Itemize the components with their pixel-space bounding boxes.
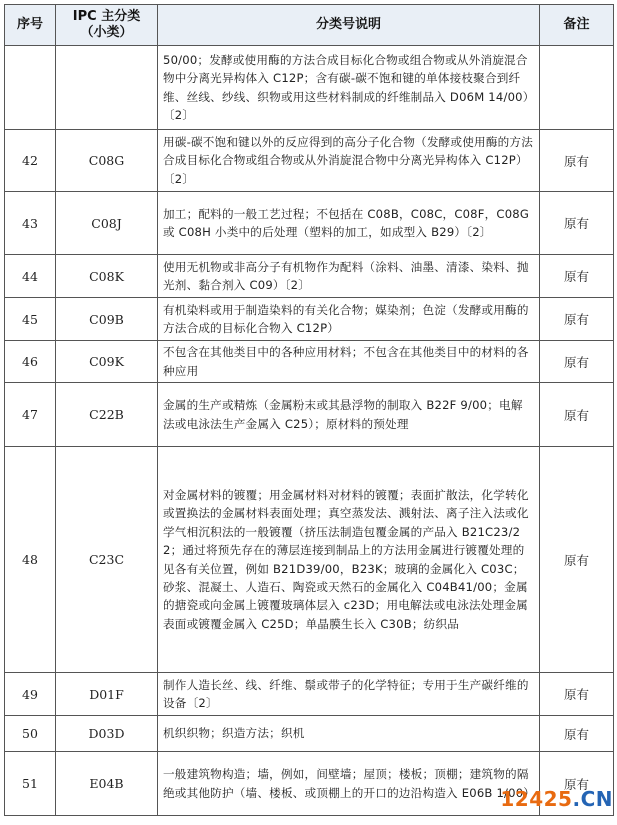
table-row [5, 255, 614, 298]
row-no: 42 [5, 130, 56, 192]
header-note: 备注 [540, 5, 614, 46]
header-ipc [56, 5, 158, 46]
row-ipc: C08G [56, 130, 158, 192]
row-no: 47 [5, 383, 56, 447]
table-row [5, 673, 614, 716]
row-no: 51 [5, 752, 56, 816]
row-no: 44 [5, 255, 56, 298]
table-row [5, 447, 614, 673]
row-desc: 50/00；发酵或使用酶的方法合成目标化合物或组合物或从外消旋混合物中分离光异构体入 C12P；含有碳-碳不饱和键的单体接枝聚合到纤维、丝线、纱线、织物或用这些材料制成的纤维制品入 D06M 14/00）〔2〕 [158, 46, 540, 130]
row-no: 49 [5, 673, 56, 716]
table-header-row [5, 5, 614, 46]
watermark-dot: . [572, 787, 581, 811]
row-ipc: C22B [56, 383, 158, 447]
header-desc: 分类号说明 [158, 5, 540, 46]
row-desc: 机织织物；织造方法；织机 [158, 716, 540, 752]
row-ipc: C23C [56, 447, 158, 673]
row-ipc: D01F [56, 673, 158, 716]
row-note: 原有 [540, 752, 614, 816]
site-watermark-logo [500, 787, 613, 811]
row-no: 43 [5, 192, 56, 255]
row-ipc: C09B [56, 298, 158, 341]
row-ipc: D03D [56, 716, 158, 752]
row-desc: 加工；配料的一般工艺过程；不包括在 C08B，C08C，C08F，C08G 或 C08H 小类中的后处理（塑料的加工，如成型入 B29）〔2〕 [158, 192, 540, 255]
table-row [5, 341, 614, 383]
row-desc: 金属的生产或精炼（金属粉末或其悬浮物的制取入 B22F 9/00；电解法或电泳法生产金属入 C25）；原材料的预处理 [158, 383, 540, 447]
header-ipc-line1: IPC 主分类 [72, 9, 141, 24]
table-row [5, 192, 614, 255]
row-note: 原有 [540, 341, 614, 383]
row-no [5, 46, 56, 130]
row-note: 原有 [540, 383, 614, 447]
watermark-number: 12425 [500, 787, 573, 811]
row-desc: 对金属材料的镀覆；用金属材料对材料的镀覆；表面扩散法，化学转化或置换法的金属材料表面处理；真空蒸发法、溅射法、离子注入法或化学气相沉积法的一般镀覆（挤压法制造包覆金属的产品入 B21C23/22；通过将预先存在的薄层连接到制品上的方法用金属进行镀覆处理的见各有关位置，例如 B21D39/00，B23K；玻璃的金属化入 C03C；砂浆、混凝土、人造石、陶瓷或天然石的金属化入 C04B41/00；金属的搪瓷或向金属上镀覆玻璃体层入 c23D；用电解法或电泳法处理金属表面或镀覆金属入 C25D；单晶膜生长入 C30B；纺织品 [158, 447, 540, 673]
row-desc: 制作人造长丝、线、纤维、鬃或带子的化学特征；专用于生产碳纤维的设备〔2〕 [158, 673, 540, 716]
ipc-classification-table [4, 4, 614, 816]
row-no: 45 [5, 298, 56, 341]
table-row [5, 716, 614, 752]
table-row [5, 383, 614, 447]
row-desc: 一般建筑物构造；墙，例如，间壁墙；屋顶；楼板；顶棚；建筑物的隔绝或其他防护（墙、楼板、或顶棚上的开口的边沿构造入 E06B 1/00） [158, 752, 540, 816]
row-desc: 使用无机物或非高分子有机物作为配料（涂料、油墨、清漆、染料、抛光剂、黏合剂入 C09）〔2〕 [158, 255, 540, 298]
row-note: 原有 [540, 298, 614, 341]
row-no: 46 [5, 341, 56, 383]
table-row [5, 46, 614, 130]
table-row [5, 130, 614, 192]
row-note: 原有 [540, 130, 614, 192]
row-note: 原有 [540, 673, 614, 716]
row-no: 48 [5, 447, 56, 673]
row-note: 原有 [540, 447, 614, 673]
table-row [5, 298, 614, 341]
row-no: 50 [5, 716, 56, 752]
row-note: 原有 [540, 255, 614, 298]
row-ipc: C09K [56, 341, 158, 383]
row-note [540, 46, 614, 130]
row-note: 原有 [540, 716, 614, 752]
header-no: 序号 [5, 5, 56, 46]
watermark-tld: CN [580, 787, 613, 811]
row-ipc: C08K [56, 255, 158, 298]
row-note: 原有 [540, 192, 614, 255]
row-ipc [56, 46, 158, 130]
row-desc: 有机染料或用于制造染料的有关化合物；媒染剂；色淀（发酵或用酶的方法合成的目标化合物入 C12P） [158, 298, 540, 341]
row-desc: 不包含在其他类目中的各种应用材料；不包含在其他类目中的材料的各种应用 [158, 341, 540, 383]
row-desc: 用碳-碳不饱和键以外的反应得到的高分子化合物（发酵或使用酶的方法合成目标化合物或组合物或从外消旋混合物中分离光异构体入 C12P）〔2〕 [158, 130, 540, 192]
row-ipc: C08J [56, 192, 158, 255]
header-ipc-line2: （小类） [80, 25, 133, 40]
row-ipc: E04B [56, 752, 158, 816]
